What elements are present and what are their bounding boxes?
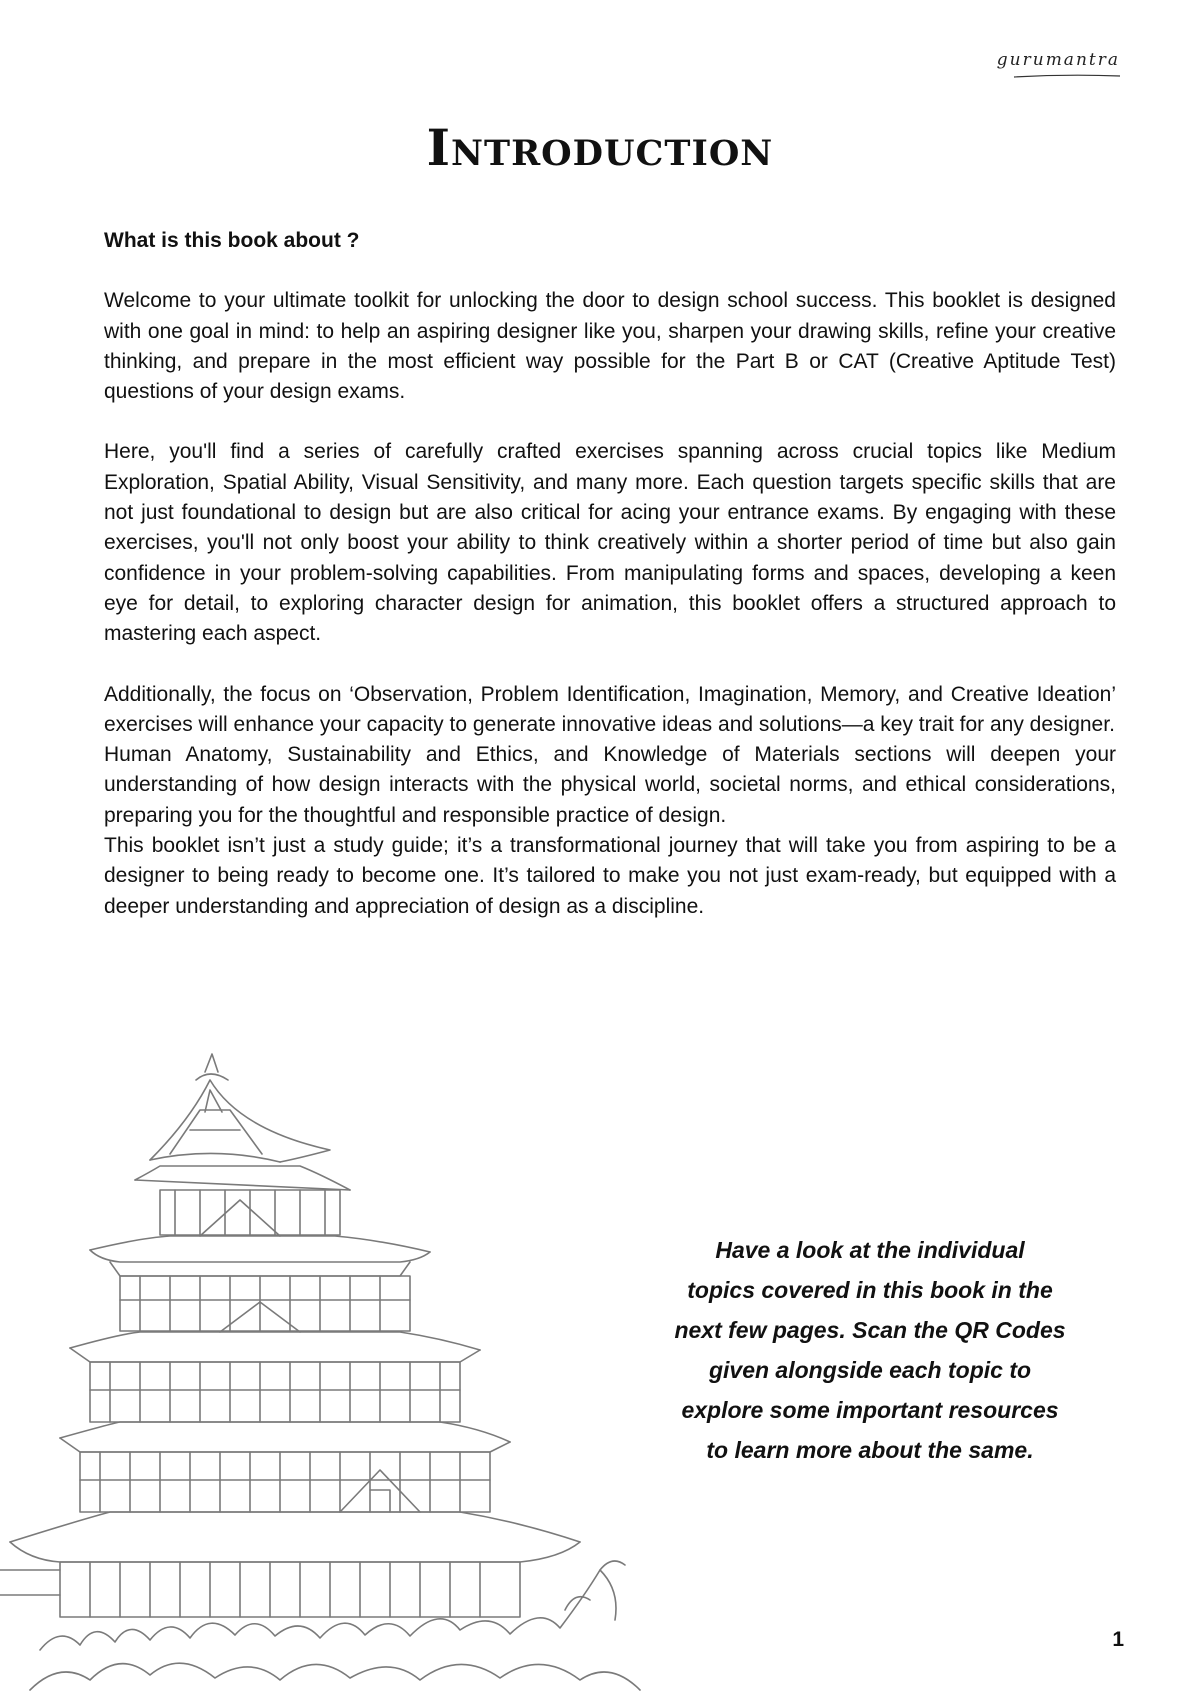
paragraph-observation: Additionally, the focus on ‘Observation, Problem Identification, Imagination, Memory, and Creative Ideation’ exercises will enhance your capacity to generate innovative ideas and solutions—a key trait for any designer. — [104, 682, 1116, 736]
callout-line: topics covered in this book in the — [687, 1277, 1053, 1303]
page-title: Introduction — [426, 118, 774, 177]
paragraph-welcome: Welcome to your ultimate toolkit for unlocking the door to design school success. This booklet is designed with one goal in mind: to help an aspiring designer like you, sharpen your drawing skills, refine your creative thinking, and prepare in the most efficient way possible for the Part B or CAT (Creative Aptitude Test) questions of your design exams. — [104, 289, 1116, 404]
paragraph-exercises: Here, you'll find a series of carefully crafted exercises spanning across crucial topics like Medium Exploration, Spatial Ability, Visual Sensitivity, and many more. Each question targets specific skills that are not just foundational to design but are also critical for acing your entrance exams. By engaging with these exercises, you'll not only boost your ability to think creatively within a shorter period of time but also gain confidence in your problem-solving capabilities. From manipulating forms and spaces, developing a keen eye for detail, to exploring character design for animation, this booklet offers a structured approach to mastering each aspect. — [104, 440, 1116, 646]
callout-line: next few pages. Scan the QR Codes — [674, 1317, 1066, 1343]
qr-callout — [640, 1230, 1100, 1470]
paragraph-journey: This booklet isn’t just a study guide; it’s a transformational journey that will take you from aspiring to be a designer to being ready to become one. It’s tailored to make you not just exam-ready, but equipped with a deeper understanding and appreciation of design as a discipline. — [104, 834, 1116, 918]
brand-logo: gurumantra — [996, 50, 1120, 70]
paragraph-anatomy: Human Anatomy, Sustainability and Ethics, and Knowledge of Materials sections will deepen your understanding of how design interacts with the physical world, societal norms, and ethical considerations, preparing you for the thoughtful and responsible practice of design. — [104, 743, 1116, 827]
page-number: 1 — [1112, 1628, 1124, 1651]
section-heading: What is this book about ? — [104, 229, 360, 252]
callout-line: to learn more about the same. — [706, 1437, 1034, 1463]
brand-underline-icon — [1012, 74, 1122, 78]
intro-section — [104, 226, 1116, 922]
callout-line: given alongside each topic to — [708, 1357, 1032, 1383]
pagoda-sketch-icon — [0, 1050, 690, 1697]
callout-line: explore some important resources — [681, 1397, 1059, 1423]
callout-line: Have a look at the individual — [715, 1237, 1025, 1263]
